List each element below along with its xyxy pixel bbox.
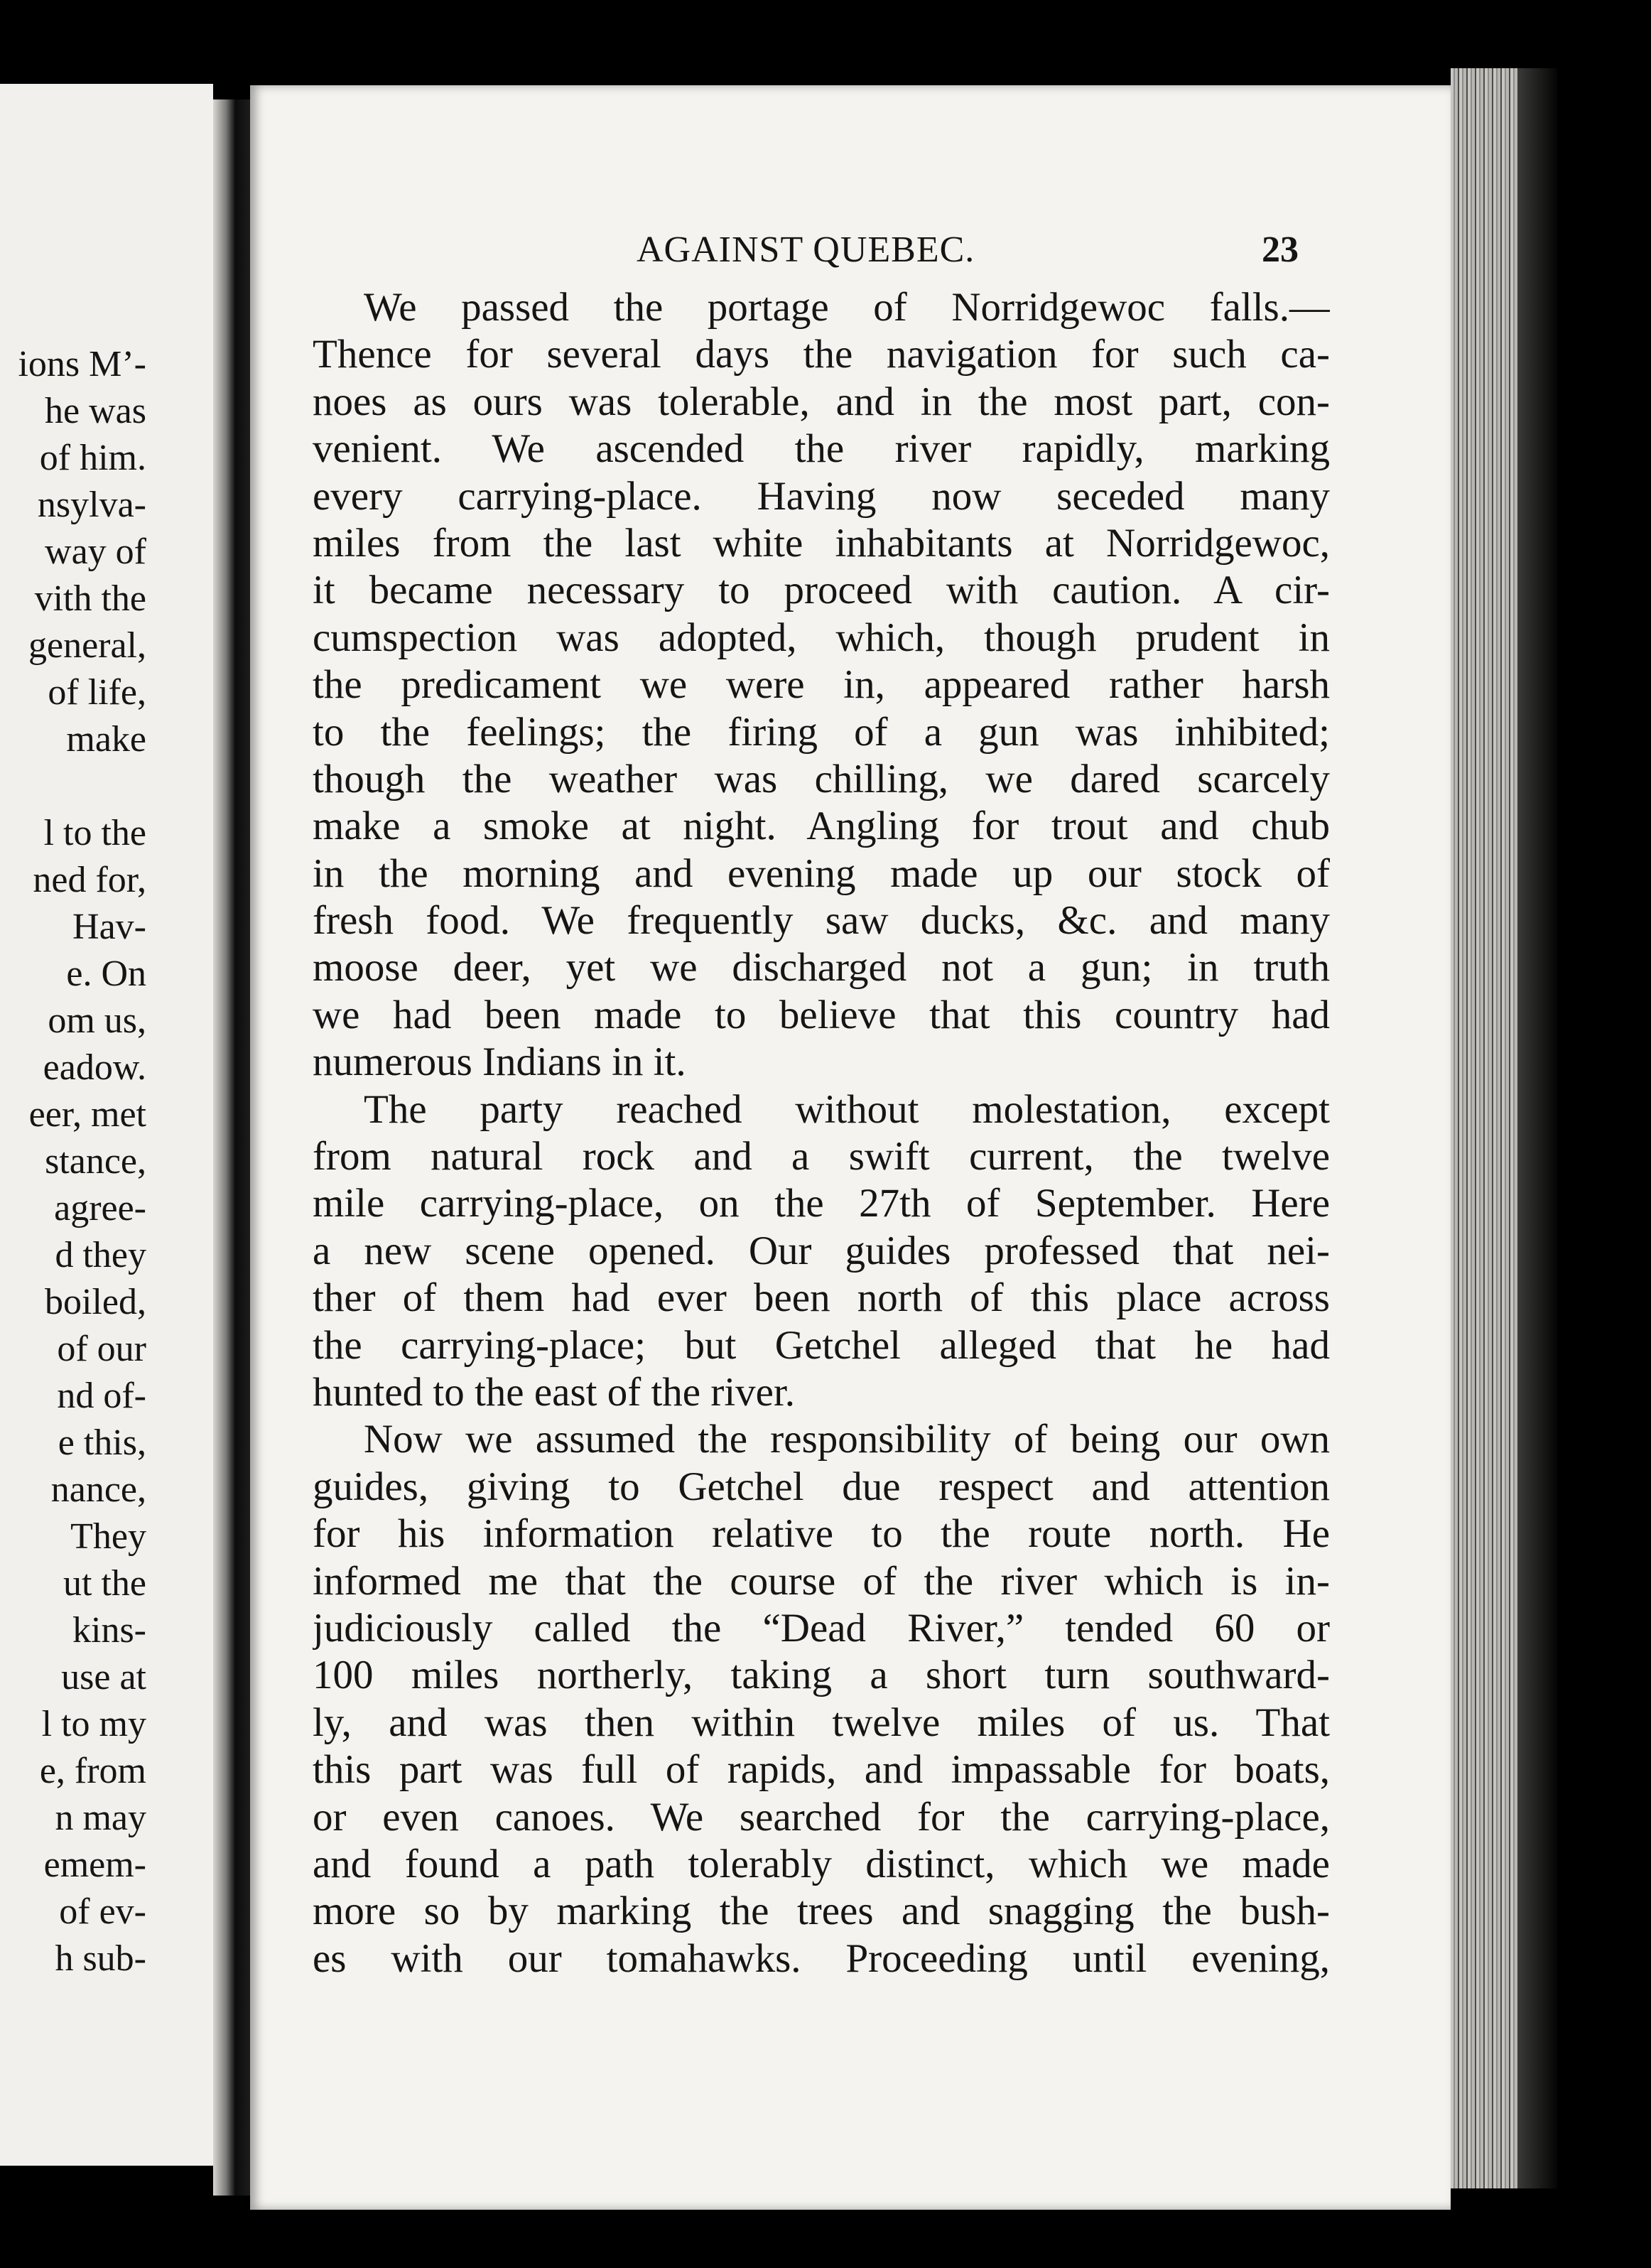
text-line: informed me that the course of the river which is in- (313, 1558, 1330, 1604)
text-line: Thence for several days the navigation for such ca- (313, 332, 1330, 377)
text-line: more so by marking the trees and snagging the bush- (313, 1889, 1330, 1934)
left-page-line: nsylva- (37, 485, 146, 525)
left-page-line: of our (57, 1329, 146, 1369)
text-line: make a smoke at night. Angling for trout and chub (313, 804, 1330, 849)
left-page-line: of life, (48, 672, 146, 713)
previous-page-fragment (0, 84, 213, 2166)
left-page-line: use at (61, 1657, 146, 1697)
text-line: ther of them had ever been north of this place across (313, 1275, 1330, 1321)
text-line: We passed the portage of Norridgewoc falls.— (364, 285, 1330, 330)
text-line: though the weather was chilling, we dared scarcely (313, 756, 1330, 801)
left-page-line: They (70, 1516, 146, 1557)
text-line: moose deer, yet we discharged not a gun; in truth (313, 945, 1330, 990)
left-page-line: om us, (48, 1000, 146, 1041)
left-page-line: d they (55, 1235, 146, 1275)
body-text (313, 284, 1330, 1982)
left-page-line: l to my (41, 1704, 146, 1744)
text-line: ly, and was then within twelve miles of us. That (313, 1700, 1330, 1745)
text-line: noes as ours was tolerable, and in the most part, con- (313, 379, 1330, 424)
text-line: we had been made to believe that this country had (313, 992, 1330, 1037)
text-line: hunted to the east of the river. (313, 1369, 796, 1415)
text-line: from natural rock and a swift current, the twelve (313, 1134, 1330, 1179)
left-page-line: emem- (43, 1845, 146, 1885)
left-page-line: boiled, (45, 1282, 146, 1322)
left-page-line: Hav- (72, 907, 146, 947)
left-page-line: make (66, 719, 146, 760)
book-gutter (213, 99, 250, 2196)
text-line: this part was full of rapids, and impassable for boats, (313, 1747, 1330, 1793)
left-page-line: vith the (34, 578, 146, 619)
left-page-line: n may (55, 1798, 146, 1838)
left-page-line: nd of- (57, 1376, 146, 1416)
text-line: fresh food. We frequently saw ducks, &c. and many (313, 898, 1330, 944)
left-page-line: stance, (45, 1141, 146, 1182)
left-page-line: general, (28, 625, 146, 666)
text-line: every carrying-place. Having now seceded many (313, 473, 1330, 519)
left-page-line: h sub- (55, 1938, 146, 1979)
page-number: 23 (1262, 230, 1299, 270)
page-edges (1451, 68, 1557, 2188)
text-line: in the morning and evening made up our stock of (313, 850, 1330, 896)
text-line: cumspection was adopted, which, though prudent in (313, 615, 1330, 660)
text-line: es with our tomahawks. Proceeding until evening, (313, 1935, 1330, 1981)
text-line: for his information relative to the route north. He (313, 1511, 1330, 1557)
text-line: venient. We ascended the river rapidly, marking (313, 426, 1330, 472)
left-page-line: l to the (43, 813, 146, 853)
text-line: it became necessary to proceed with caution. A cir- (313, 568, 1330, 613)
running-head: AGAINST QUEBEC. (637, 230, 975, 270)
text-line: to the feelings; the firing of a gun was inhibited; (313, 709, 1330, 755)
left-page-line: of ev- (59, 1891, 146, 1932)
left-page-line: ut the (63, 1563, 146, 1604)
text-line: a new scene opened. Our guides professed that nei- (313, 1228, 1330, 1273)
left-page-line: eadow. (43, 1047, 146, 1088)
left-page-line: e, from (39, 1751, 146, 1791)
left-page-line: of him. (39, 438, 146, 478)
left-page-line: ions M’- (18, 344, 146, 384)
left-page-line: agree- (54, 1188, 146, 1228)
text-line: the carrying-place; but Getchel alleged that he had (313, 1322, 1330, 1368)
left-page-line: way of (45, 531, 146, 572)
left-page-line: e. On (66, 954, 146, 994)
left-page-line: ned for, (33, 860, 146, 900)
text-line: numerous Indians in it. (313, 1040, 686, 1085)
left-page-line: he was (45, 391, 146, 431)
text-line: mile carrying-place, on the 27th of September. Here (313, 1181, 1330, 1226)
text-line: the predicament we were in, appeared rather harsh (313, 662, 1330, 708)
text-line: or even canoes. We searched for the carrying-place, (313, 1794, 1330, 1840)
left-page-line: eer, met (28, 1094, 146, 1135)
left-page-line: kins- (72, 1610, 146, 1651)
text-line: judiciously called the “Dead River,” tended 60 or (313, 1605, 1330, 1651)
text-line: The party reached without molestation, except (364, 1086, 1330, 1132)
left-page-line: e this, (58, 1422, 146, 1463)
text-line: 100 miles northerly, taking a short turn southward- (313, 1653, 1330, 1698)
left-page-line: nance, (50, 1469, 146, 1510)
text-line: miles from the last white inhabitants at Norridgewoc, (313, 520, 1330, 566)
text-line: and found a path tolerably distinct, which we made (313, 1841, 1330, 1886)
text-line: Now we assumed the responsibility of being our own (364, 1417, 1330, 1462)
text-line: guides, giving to Getchel due respect and attention (313, 1464, 1330, 1509)
